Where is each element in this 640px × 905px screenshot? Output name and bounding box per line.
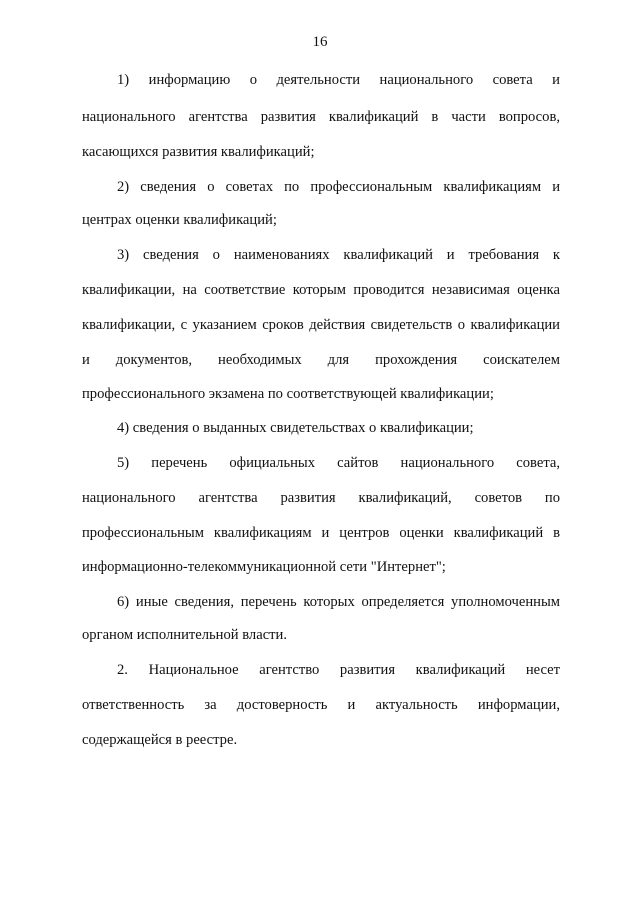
text-line: квалификации, с указанием сроков действия свидетельств о квалификации	[82, 317, 560, 333]
text-line: профессиональным квалификациям и центров оценки квалификаций в	[82, 525, 560, 541]
text-line: 5) перечень официальных сайтов национального совета,	[117, 455, 560, 471]
text-line: органом исполнительной власти.	[82, 627, 288, 643]
text-line: 3) сведения о наименованиях квалификаций и требования к	[117, 247, 560, 263]
text-line: 6) иные сведения, перечень которых определяется уполномоченным	[117, 594, 560, 610]
text-line: национального агентства развития квалификаций в части вопросов,	[82, 109, 560, 125]
text-line: квалификации, на соответствие которым проводится независимая оценка	[82, 282, 560, 298]
text-line: 2) сведения о советах по профессиональным квалификациям и	[117, 179, 560, 195]
text-line: содержащейся в реестре.	[82, 732, 238, 748]
text-line: профессионального экзамена по соответствующей квалификации;	[82, 386, 494, 402]
text-line: 4) сведения о выданных свидетельствах о квалификации;	[117, 420, 474, 436]
text-line: 2. Национальное агентство развития квалификаций несет	[117, 662, 560, 678]
text-line: информационно-телекоммуникационной сети "Интернет";	[82, 559, 446, 575]
text-line: и документов, необходимых для прохождения соискателем	[82, 352, 560, 368]
text-line: центрах оценки квалификаций;	[82, 212, 277, 228]
text-line: касающихся развития квалификаций;	[82, 144, 315, 160]
text-line: 1) информацию о деятельности национального совета и	[117, 72, 560, 88]
text-line: национального агентства развития квалификаций, советов по	[82, 490, 560, 506]
page-number: 16	[312, 34, 328, 50]
text-line: ответственность за достоверность и актуальность информации,	[82, 697, 560, 713]
